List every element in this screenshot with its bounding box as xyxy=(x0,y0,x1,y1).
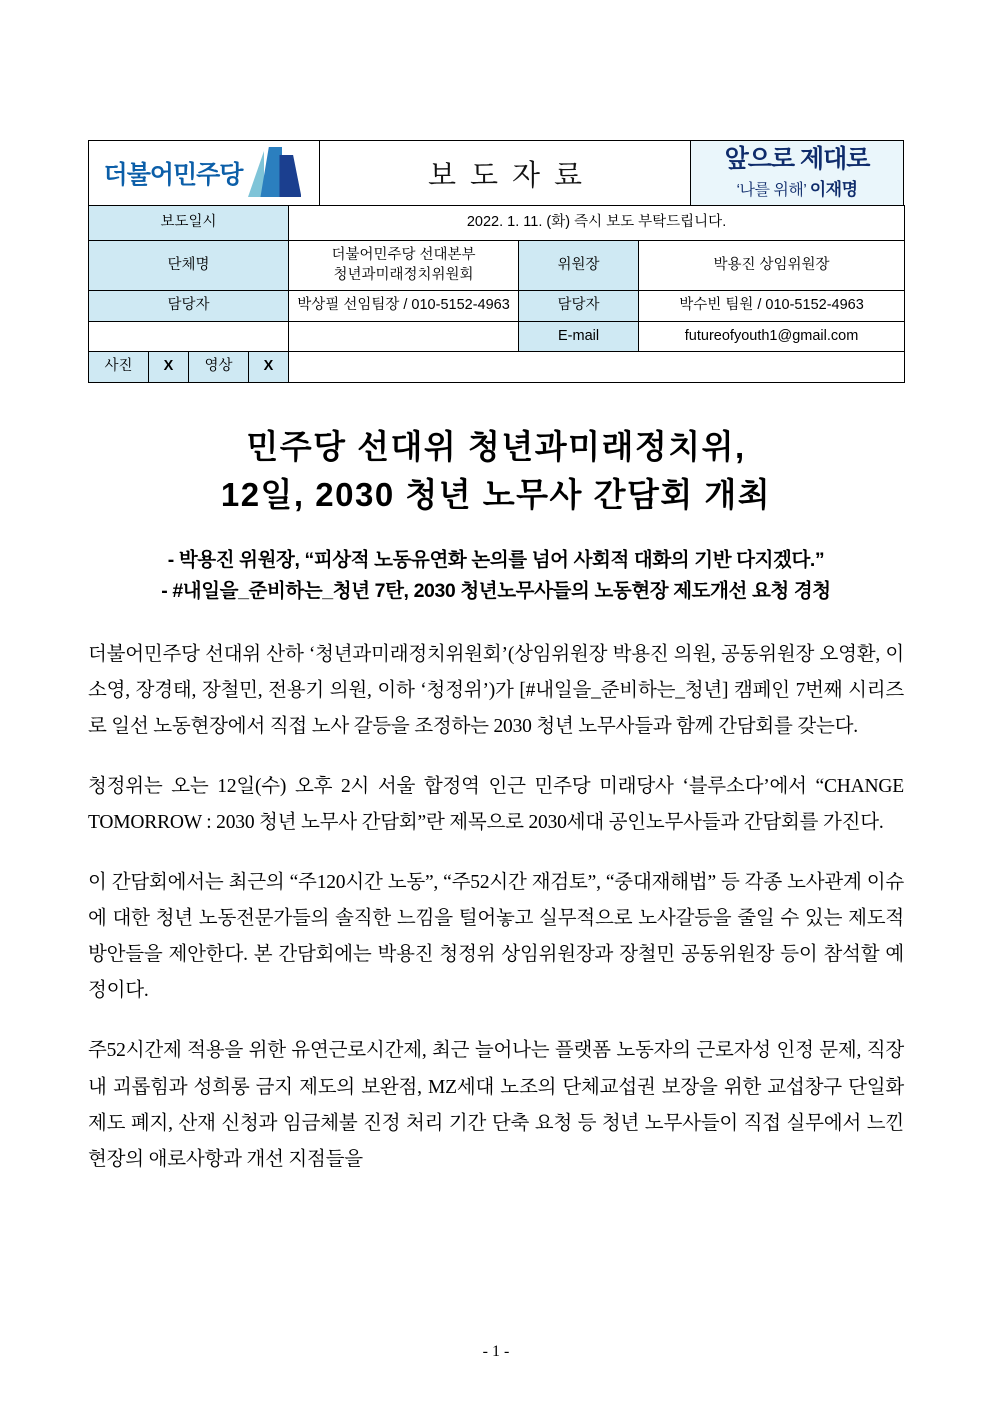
table-row xyxy=(89,241,905,291)
table-row xyxy=(89,321,905,352)
slogan-main: 앞으로 제대로 xyxy=(724,145,870,174)
photo-mark: X xyxy=(149,352,189,383)
media-blank-cell xyxy=(289,352,905,383)
press-info-table xyxy=(88,205,905,383)
org-value-line1: 더불어민주당 선대본부 xyxy=(331,247,476,263)
table-row xyxy=(89,352,905,383)
subheadline-2: - #내일을_준비하는_청년 7탄, 2030 청년노무사들의 노동현장 제도개선 요청 경청 xyxy=(161,579,831,602)
table-row xyxy=(89,291,905,322)
video-mark: X xyxy=(249,352,289,383)
email-value: futureofyouth1@gmail.com xyxy=(639,321,905,352)
body-paragraph-1: 더불어민주당 선대위 산하 ‘청년과미래정치위원회’(상임위원장 박용진 의원, 공동위원장 오영환, 이소영, 장경태, 장철민, 전용기 의원, 이하 ‘청정위’)가 [#내일을_준비하는_청년] 캠페인 7번째 시리즈로 일선 노동현장에서 직접 노사 갈등을 조정하는 2030 청년 노무사들과 함께 간담회를 갖는다. xyxy=(88,643,904,737)
contact-label: 담당자 xyxy=(89,291,289,322)
subheadline-block xyxy=(88,545,904,607)
body-text xyxy=(88,637,904,1178)
headline-line-2: 12일, 2030 청년 노무사 간담회 개최 xyxy=(220,475,772,513)
contact2-value: 박수빈 팀원 / 010-5152-4963 xyxy=(639,291,905,322)
body-paragraph-2: 청정위는 오는 12일(수) 오후 2시 서울 합정역 인근 민주당 미래당사 ‘블루소다’에서 “CHANGE TOMORROW : 2030 청년 노무사 간담회”란 제목으로 2030세대 공인노무사들과 간담회를 가진다. xyxy=(88,776,904,834)
headline-line-1: 민주당 선대위 청년과미래정치위, xyxy=(246,427,746,465)
contact2-label: 담당자 xyxy=(519,291,639,322)
page-title xyxy=(88,423,904,519)
body-paragraph-3: 이 간담회에서는 최근의 “주120시간 노동”, “주52시간 재검토”, “중대재해법” 등 각종 노사관계 이슈에 대한 청년 노동전문가들의 솔직한 느낌을 털어놓고 실무적으로 노사갈등을 줄일 수 있는 제도적 방안들을 제안한다. 본 간담회에는 박용진 청정위 상임위원장과 장철민 공동위원장 등이 참석할 예정이다. xyxy=(88,872,904,1002)
empty-cell xyxy=(89,321,289,352)
release-date-label: 보도일시 xyxy=(89,206,289,241)
chair-label: 위원장 xyxy=(519,241,639,291)
org-label: 단체명 xyxy=(89,241,289,291)
party-logo-text: 더불어민주당 xyxy=(103,161,243,189)
contact-value: 박상필 선임팀장 / 010-5152-4963 xyxy=(289,291,519,322)
press-release-header xyxy=(88,140,904,206)
release-date-value: 2022. 1. 11. (화) 즉시 보도 부탁드립니다. xyxy=(289,206,905,241)
slogan-sub-name: 이재명 xyxy=(809,179,858,199)
photo-label: 사진 xyxy=(89,352,149,383)
chair-value: 박용진 상임위원장 xyxy=(639,241,905,291)
party-logo-icon xyxy=(246,145,304,201)
email-label: E-mail xyxy=(519,321,639,352)
table-row xyxy=(89,206,905,241)
subheadline-1: - 박용진 위원장, “피상적 노동유연화 논의를 넘어 사회적 대화의 기반 다지겠다.” xyxy=(167,548,825,571)
video-label: 영상 xyxy=(189,352,249,383)
slogan-sub xyxy=(691,175,903,200)
document-title: 보도자료 xyxy=(320,141,691,206)
party-logo-cell xyxy=(89,141,320,206)
org-value xyxy=(289,241,519,291)
body-paragraph-4: 주52시간제 적용을 위한 유연근로시간제, 최근 늘어나는 플랫폼 노동자의 근로자성 인정 문제, 직장내 괴롭힘과 성희롱 금지 제도의 보완점, MZ세대 노조의 단체교섭권 보장을 위한 교섭창구 단일화 제도 폐지, 산재 신청과 임금체불 진정 처리 기간 단축 요청 등 청년 노무사들이 직접 실무에서 느낀 현장의 애로사항과 개선 지점들을 xyxy=(88,1040,904,1170)
slogan-sub-quote: ‘나를 위해’ xyxy=(736,181,807,199)
page-number: - 1 - xyxy=(482,1343,510,1360)
campaign-slogan-cell xyxy=(691,141,904,206)
empty-cell-2 xyxy=(289,321,519,352)
org-value-line2: 청년과미래정치위원회 xyxy=(333,266,474,283)
